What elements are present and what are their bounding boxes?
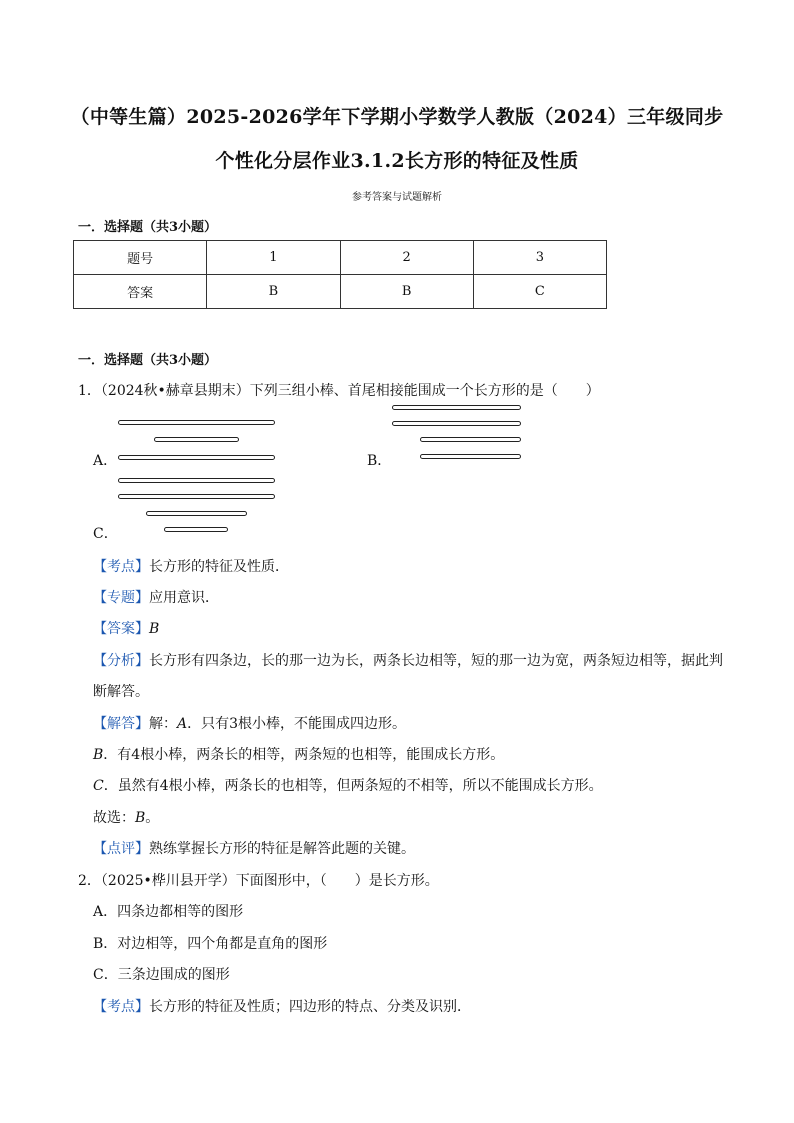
jieda-text: ．只有3根小棒，不能围成四边形。 — [187, 716, 407, 732]
kaodian-text: 长方形的特征及性质；四边形的特点、分类及识别． — [149, 999, 471, 1015]
document-title-line1: （中等生篇）2025-2026学年下学期小学数学人教版（2024）三年级同步 — [70, 106, 724, 128]
question-2-stem: 2．（2025•桦川县开学）下面图形中，（ ）是长方形。 — [78, 873, 439, 889]
kaodian-tag: 【考点】 — [93, 999, 149, 1015]
table-row — [74, 241, 607, 275]
section-heading: 一．选择题（共3小题） — [78, 353, 218, 368]
fenxi-tag: 【分析】 — [93, 653, 149, 669]
q1-fenxi — [93, 650, 723, 670]
guxuan-end: 。 — [145, 810, 160, 826]
q1-guxuan — [93, 807, 159, 827]
answer-text: B — [149, 621, 160, 637]
q2-kaodian — [93, 996, 471, 1016]
q1-fenxi-cont: 断解答。 — [93, 684, 149, 700]
dianping-tag: 【点评】 — [93, 841, 149, 857]
jieda-letter: C — [93, 778, 104, 794]
table-cell: 答案 — [74, 275, 207, 309]
q1-kaodian — [93, 556, 289, 576]
stick-figure — [420, 454, 521, 459]
jieda-text: ．虽然有4根小棒，两条长的也相等，但两条短的不相等，所以不能围成长方形。 — [103, 778, 603, 794]
section-heading: 一．选择题（共3小题） — [78, 220, 218, 235]
stick-figure — [118, 455, 275, 460]
zhuanti-text: 应用意识． — [149, 590, 219, 606]
fenxi-text: 长方形有四条边，长的那一边为长，两条长边相等，短的那一边为宽，两条短边相等，据此判 — [149, 653, 723, 669]
table-cell: C — [473, 275, 606, 309]
stick-figure — [118, 478, 275, 483]
option-b-label: B． — [367, 453, 392, 469]
kaodian-tag: 【考点】 — [93, 559, 149, 575]
q1-zhuanti — [93, 587, 219, 607]
answer-tag: 【答案】 — [93, 621, 149, 637]
document-subtitle: 参考答案与试题解析 — [352, 192, 442, 203]
stick-figure — [392, 421, 521, 426]
stick-figure — [420, 437, 521, 442]
jieda-letter: A — [177, 716, 188, 732]
q2-option-a: A．四条边都相等的图形 — [93, 904, 244, 920]
q1-jieda-c — [93, 775, 603, 795]
jieda-letter: B — [93, 747, 104, 763]
q1-answer — [93, 618, 159, 638]
stick-figure — [118, 420, 275, 425]
table-cell: B — [207, 275, 340, 309]
jieda-tag: 【解答】 — [93, 716, 149, 732]
stick-figure — [118, 494, 275, 499]
stick-figure — [146, 511, 247, 516]
question-1-stem: 1．（2024秋•赫章县期末）下列三组小棒、首尾相接能围成一个长方形的是（ ） — [78, 383, 600, 399]
zhuanti-tag: 【专题】 — [93, 590, 149, 606]
q1-jieda-b — [93, 744, 504, 764]
answer-table — [73, 240, 607, 309]
table-cell: 3 — [473, 241, 606, 275]
q2-option-b: B．对边相等，四个角都是直角的图形 — [93, 936, 328, 952]
option-c-label: C． — [93, 526, 118, 542]
table-cell: B — [340, 275, 473, 309]
stick-figure — [392, 405, 521, 410]
q1-jieda — [93, 713, 406, 733]
guxuan-text: 故选： — [93, 810, 135, 826]
jieda-text: ．有4根小棒，两条长的相等，两条短的也相等，能围成长方形。 — [103, 747, 505, 763]
option-a-label: A． — [93, 453, 118, 469]
dianping-text: 熟练掌握长方形的特征是解答此题的关键。 — [149, 841, 415, 857]
kaodian-text: 长方形的特征及性质． — [149, 559, 289, 575]
q2-option-c: C．三条边围成的图形 — [93, 967, 230, 983]
table-row — [74, 275, 607, 309]
stick-figure — [164, 527, 228, 532]
table-cell: 2 — [340, 241, 473, 275]
q1-dianping — [93, 838, 415, 858]
table-cell: 1 — [207, 241, 340, 275]
guxuan-letter: B — [135, 810, 146, 826]
jieda-text: 解： — [149, 716, 177, 732]
stick-figure — [154, 437, 239, 442]
document-title-line2: 个性化分层作业3.1.2长方形的特征及性质 — [215, 150, 579, 172]
table-cell: 题号 — [74, 241, 207, 275]
